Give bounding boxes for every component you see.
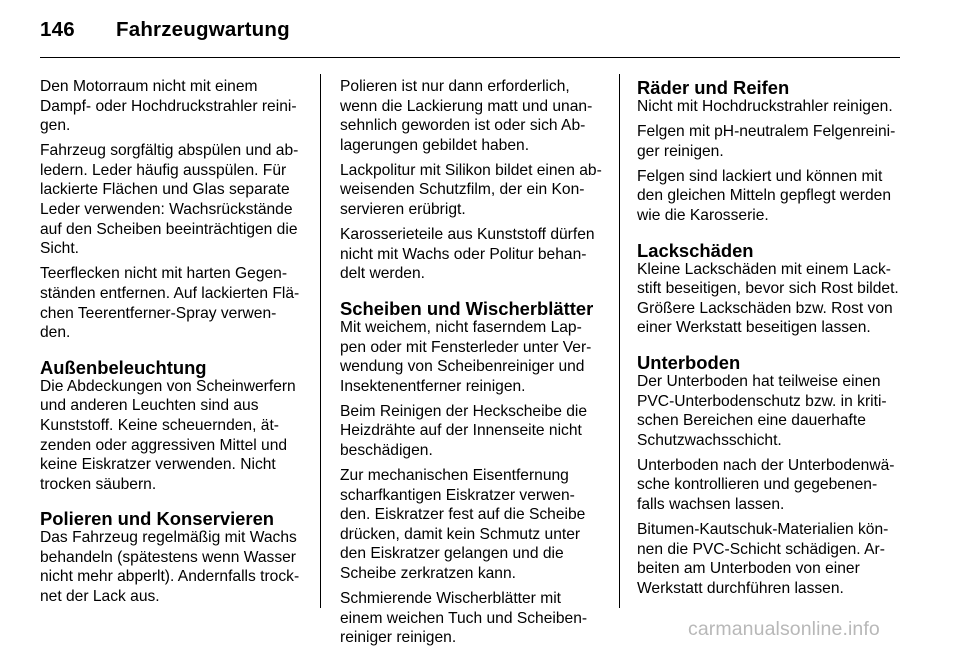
paragraph bbox=[637, 97, 903, 117]
text-line: den gleichen Mitteln gepflegt werden bbox=[637, 187, 891, 205]
text-line: zenden oder aggressiven Mittel und bbox=[40, 436, 288, 454]
text-line: ger reinigen. bbox=[637, 142, 724, 160]
paragraph bbox=[637, 520, 903, 598]
paragraph bbox=[340, 225, 604, 284]
page-title: Fahrzeugwartung bbox=[116, 18, 290, 41]
paragraph bbox=[340, 77, 604, 155]
paragraph bbox=[40, 528, 306, 606]
paragraph bbox=[637, 167, 903, 226]
text-line: chen Teerentferner-Spray verwen- bbox=[40, 304, 277, 322]
text-line: reiniger reinigen. bbox=[340, 629, 457, 647]
text-line: servieren erübrigt. bbox=[340, 201, 466, 219]
column-divider-1 bbox=[320, 74, 321, 608]
text-line: Teerflecken nicht mit harten Gegen- bbox=[40, 265, 288, 283]
section-heading: Lackschäden bbox=[637, 239, 754, 261]
text-line: drücken, damit kein Schmutz unter bbox=[340, 525, 581, 543]
text-column-1 bbox=[40, 77, 306, 612]
text-line: sche kontrollieren und gegebenen- bbox=[637, 476, 878, 494]
text-line: Dampf- oder Hochdruckstrahler reini- bbox=[40, 97, 297, 115]
section-heading: Räder und Reifen bbox=[637, 77, 790, 98]
paragraph bbox=[40, 77, 306, 136]
text-line: wenn die Lackierung matt und unan- bbox=[340, 97, 593, 115]
text-line: Sicht. bbox=[40, 240, 79, 258]
paragraph bbox=[340, 161, 604, 220]
text-line: stift beseitigen, bevor sich Rost bildet. bbox=[637, 280, 899, 298]
text-line: net der Lack aus. bbox=[40, 588, 160, 606]
text-line: Nicht mit Hochdruckstrahler reinigen. bbox=[637, 98, 893, 115]
text-line: nen die PVC-Schicht schädigen. Ar- bbox=[637, 540, 885, 558]
text-line: wie die Karosserie. bbox=[637, 206, 769, 224]
paragraph bbox=[40, 377, 306, 495]
text-line: keine Eiskratzer verwenden. Nicht bbox=[40, 456, 276, 474]
text-line: Der Unterboden hat teilweise einen bbox=[637, 372, 881, 390]
text-line: den. bbox=[40, 324, 71, 342]
text-line: Karosserieteile aus Kunststoff dürfen bbox=[340, 226, 595, 244]
text-line: Fahrzeug sorgfältig abspülen und ab- bbox=[40, 142, 299, 160]
text-line: den Eiskratzer gelangen und die bbox=[340, 545, 564, 563]
text-line: falls wachsen lassen. bbox=[637, 496, 785, 513]
text-line: Leder verwenden: Wachsrückstände bbox=[40, 201, 293, 219]
text-line: Kunststoff. Keine scheuernden, ät- bbox=[40, 416, 279, 434]
text-line: beschädigen. bbox=[340, 442, 433, 459]
text-line: lagerungen gebildet haben. bbox=[340, 136, 530, 154]
text-column-3 bbox=[637, 77, 903, 604]
text-line: delt werden. bbox=[340, 265, 425, 283]
text-line: Heizdrähte auf der Innenseite nicht bbox=[340, 422, 582, 440]
text-line: Das Fahrzeug regelmäßig mit Wachs bbox=[40, 529, 297, 547]
text-line: Kleine Lackschäden mit einem Lack- bbox=[637, 260, 891, 278]
text-line: weisenden Schutzfilm, der ein Kon- bbox=[340, 181, 585, 199]
section-heading: Polieren und Konservieren bbox=[40, 508, 275, 530]
page-number: 146 bbox=[40, 18, 75, 41]
text-line: PVC-Unterbodenschutz bzw. in kriti- bbox=[637, 392, 887, 410]
section-heading: Außenbeleuchtung bbox=[40, 356, 207, 378]
text-line: auf den Scheiben beeinträchtigen die bbox=[40, 220, 298, 238]
text-line: einer Werkstatt beseitigen lassen. bbox=[637, 319, 871, 337]
paragraph bbox=[40, 264, 306, 342]
section-heading: Scheiben und Wischerblätter bbox=[340, 297, 594, 319]
text-line: Felgen mit pH-neutralem Felgenreini- bbox=[637, 123, 896, 141]
text-line: nicht mehr abperlt). Andernfalls trock- bbox=[40, 568, 300, 586]
paragraph bbox=[637, 260, 903, 338]
text-line: ständen entfernen. Auf lackierten Flä- bbox=[40, 284, 300, 302]
text-line: Beim Reinigen der Heckscheibe die bbox=[340, 402, 588, 420]
text-line: Lackpolitur mit Silikon bildet einen ab- bbox=[340, 161, 602, 179]
text-line: trocken säubern. bbox=[40, 475, 157, 493]
text-column-2 bbox=[340, 77, 604, 653]
text-line: Felgen sind lackiert und können mit bbox=[637, 167, 883, 185]
section-heading: Unterboden bbox=[637, 351, 741, 373]
text-line: einem weichen Tuch und Scheiben- bbox=[340, 609, 588, 627]
text-line: wendung von Scheibenreiniger und bbox=[340, 358, 585, 376]
text-line: lackierte Flächen und Glas separate bbox=[40, 181, 290, 199]
paragraph bbox=[637, 456, 903, 515]
text-line: Mit weichem, nicht faserndem Lap- bbox=[340, 318, 582, 336]
paragraph bbox=[40, 141, 306, 259]
text-line: und anderen Leuchten sind aus bbox=[40, 397, 259, 415]
page-header bbox=[40, 18, 290, 42]
text-line: beiten am Unterboden von einer bbox=[637, 560, 860, 578]
text-line: gen. bbox=[40, 117, 71, 135]
paragraph bbox=[340, 402, 604, 461]
header-rule bbox=[40, 57, 900, 58]
text-line: behandeln (spätestens wenn Wasser bbox=[40, 548, 297, 566]
text-line: Den Motorraum nicht mit einem bbox=[40, 78, 258, 95]
text-line: Werkstatt durchführen lassen. bbox=[637, 579, 844, 597]
paragraph bbox=[340, 589, 604, 648]
text-line: sehnlich geworden ist oder sich Ab- bbox=[340, 117, 586, 135]
text-line: Zur mechanischen Eisentfernung bbox=[340, 467, 569, 485]
paragraph bbox=[637, 122, 903, 161]
watermark: carmanualsonline.info bbox=[688, 618, 880, 640]
paragraph bbox=[340, 466, 604, 584]
text-line: den. Eiskratzer fest auf die Scheibe bbox=[340, 506, 586, 524]
text-line: Bitumen-Kautschuk-Materialien kön- bbox=[637, 521, 889, 539]
text-line: nicht mit Wachs oder Politur behan- bbox=[340, 245, 587, 263]
text-line: Insektenentferner reinigen. bbox=[340, 377, 526, 395]
text-line: Schutzwachsschicht. bbox=[637, 431, 782, 449]
text-line: pen oder mit Fensterleder unter Ver- bbox=[340, 338, 592, 356]
column-divider-2 bbox=[619, 74, 620, 608]
text-line: Größere Lackschäden bzw. Rost von bbox=[637, 299, 893, 317]
text-line: Die Abdeckungen von Scheinwerfern bbox=[40, 377, 296, 395]
text-line: schen Bereichen eine dauerhafte bbox=[637, 412, 866, 430]
text-line: scharfkantigen Eiskratzer verwen- bbox=[340, 486, 575, 504]
paragraph bbox=[637, 372, 903, 450]
text-line: Schmierende Wischerblätter mit bbox=[340, 590, 561, 608]
text-line: Unterboden nach der Unterbodenwä- bbox=[637, 456, 895, 474]
text-line: ledern. Leder häufig ausspülen. Für bbox=[40, 161, 287, 179]
text-line: Scheibe zerkratzen kann. bbox=[340, 565, 516, 583]
text-line: Polieren ist nur dann erforderlich, bbox=[340, 78, 570, 95]
paragraph bbox=[340, 318, 604, 396]
